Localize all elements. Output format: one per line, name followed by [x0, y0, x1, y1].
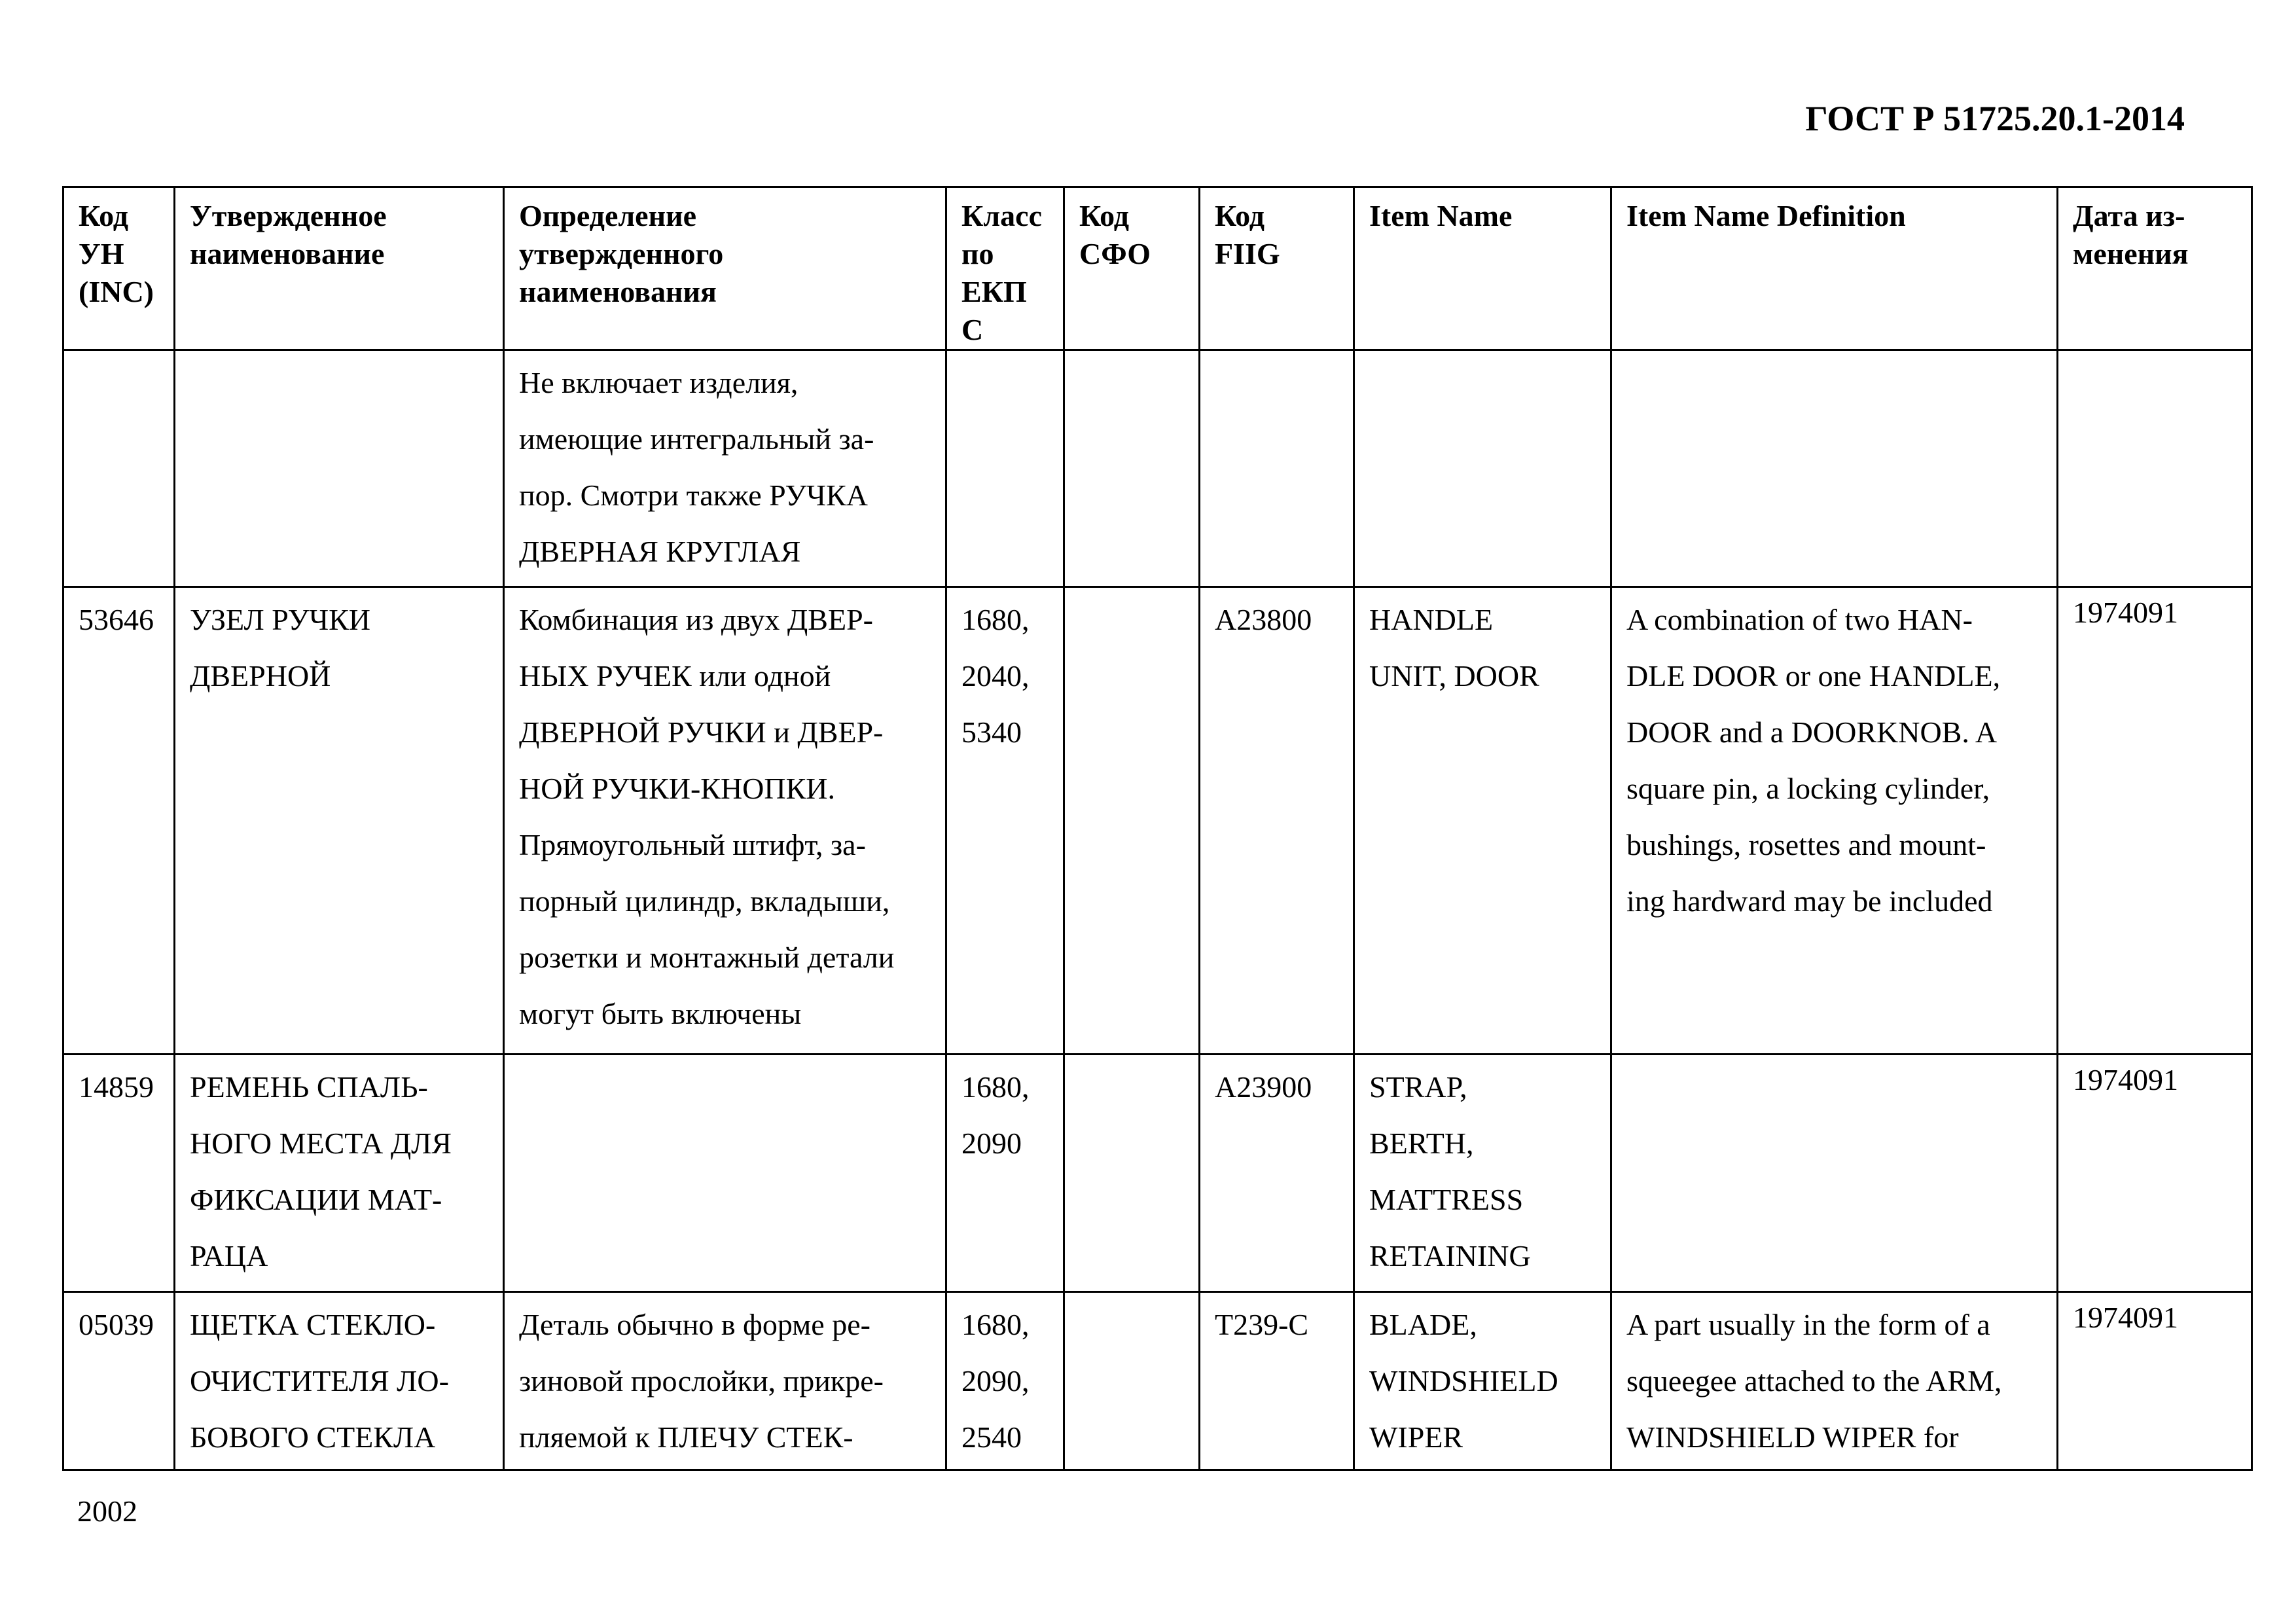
cell-item-name [1354, 350, 1611, 587]
cell-approved-name: УЗЕЛ РУЧКИ ДВЕРНОЙ [175, 587, 504, 1055]
header-class: Класс по ЕКП С [946, 187, 1064, 350]
table-row [63, 350, 2252, 587]
cell-sfo [1064, 350, 1200, 587]
cell-date: 1974091 [2058, 1291, 2252, 1470]
item-name-catalog-table [62, 186, 2253, 1471]
cell-definition: Не включает изделия, имеющие интегральный за- пор. Смотри также РУЧКА ДВЕРНАЯ КРУГЛАЯ [504, 350, 946, 587]
standard-code-header: ГОСТ Р 51725.20.1-2014 [1805, 99, 2185, 138]
cell-item-name: HANDLE UNIT, DOOR [1354, 587, 1611, 1055]
cell-inc [63, 350, 175, 587]
cell-sfo [1064, 587, 1200, 1055]
header-sfo-code: Код СФО [1064, 187, 1200, 350]
cell-date [2058, 350, 2252, 587]
cell-item-name: BLADE, WINDSHIELD WIPER [1354, 1291, 1611, 1470]
cell-fiig: A23900 [1200, 1055, 1354, 1291]
table-row [63, 587, 2252, 1055]
cell-class [946, 350, 1064, 587]
cell-definition: Комбинация из двух ДВЕР- НЫХ РУЧЕК или одной ДВЕРНОЙ РУЧКИ и ДВЕР- НОЙ РУЧКИ-КНОПКИ. Прямоугольный штифт, за- порный цилиндр, вкладыши, розетки и монтажный детали могут быть включены [504, 587, 946, 1055]
header-approved-name: Утвержденное наименование [175, 187, 504, 350]
cell-inc: 53646 [63, 587, 175, 1055]
header-change-date: Дата из- менения [2058, 187, 2252, 350]
cell-definition [504, 1055, 946, 1291]
header-item-name-definition: Item Name Definition [1611, 187, 2058, 350]
cell-date: 1974091 [2058, 1055, 2252, 1291]
cell-sfo [1064, 1055, 1200, 1291]
cell-fiig: A23800 [1200, 587, 1354, 1055]
cell-inc: 14859 [63, 1055, 175, 1291]
cell-fiig [1200, 350, 1354, 587]
cell-approved-name [175, 350, 504, 587]
cell-definition: Деталь обычно в форме ре- зиновой прослойки, прикре- пляемой к ПЛЕЧУ СТЕК- [504, 1291, 946, 1470]
cell-fiig: T239-C [1200, 1291, 1354, 1470]
cell-approved-name: ЩЕТКА СТЕКЛО- ОЧИСТИТЕЛЯ ЛО- БОВОГО СТЕКЛА [175, 1291, 504, 1470]
cell-item-name-definition: A part usually in the form of a squeegee attached to the ARM, WINDSHIELD WIPER for [1611, 1291, 2058, 1470]
cell-sfo [1064, 1291, 1200, 1470]
table-row [63, 1055, 2252, 1291]
cell-class: 1680, 2090 [946, 1055, 1064, 1291]
table-row [63, 1291, 2252, 1470]
header-item-name: Item Name [1354, 187, 1611, 350]
header-approved-name-definition: Определение утвержденного наименования [504, 187, 946, 350]
cell-inc: 05039 [63, 1291, 175, 1470]
table-header-row [63, 187, 2252, 350]
header-inc-code: Код УН (INC) [63, 187, 175, 350]
cell-approved-name: РЕМЕНЬ СПАЛЬ- НОГО МЕСТА ДЛЯ ФИКСАЦИИ МАТ- РАЦА [175, 1055, 504, 1291]
cell-item-name-definition: A combination of two HAN- DLE DOOR or one HANDLE, DOOR and a DOORKNOB. A square pin, a locking cylinder, bushings, rosettes and mount- ing hardward may be included [1611, 587, 2058, 1055]
cell-class: 1680, 2040, 5340 [946, 587, 1064, 1055]
cell-class: 1680, 2090, 2540 [946, 1291, 1064, 1470]
cell-item-name: STRAP, BERTH, MATTRESS RETAINING [1354, 1055, 1611, 1291]
page-number: 2002 [77, 1494, 137, 1528]
cell-item-name-definition [1611, 350, 2058, 587]
cell-date: 1974091 [2058, 587, 2252, 1055]
cell-item-name-definition [1611, 1055, 2058, 1291]
header-fiig-code: Код FIIG [1200, 187, 1354, 350]
